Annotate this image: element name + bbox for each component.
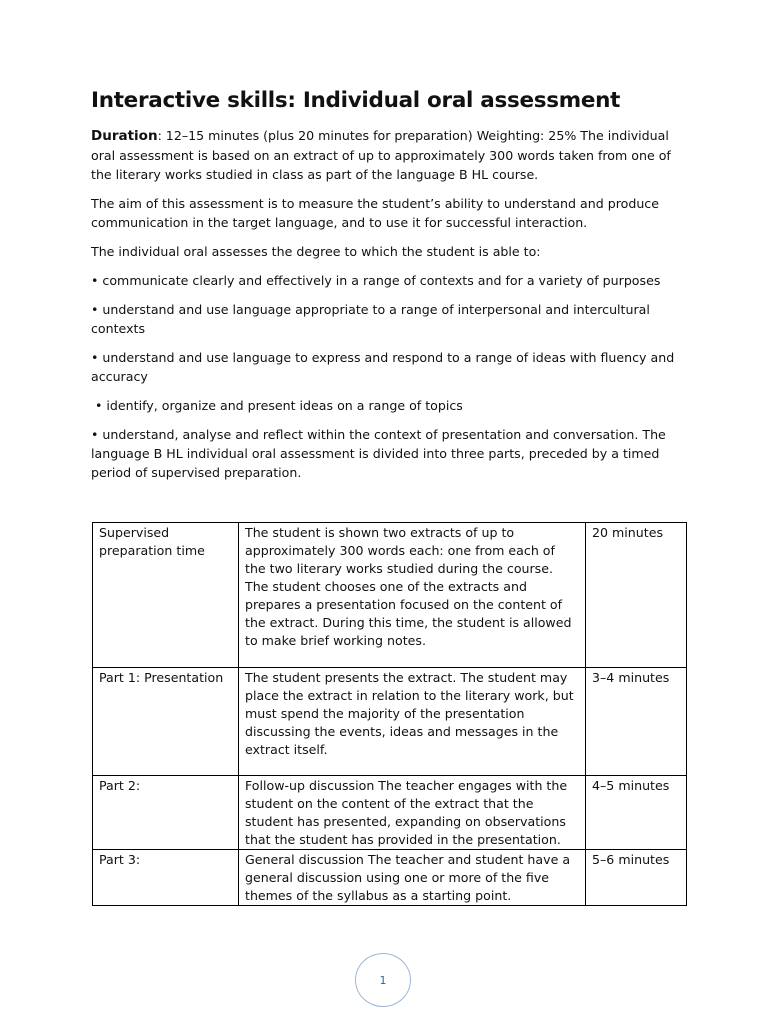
- bullet-item: • understand, analyse and reflect within the context of presentation and conversation. The language B HL individual oral assessment is divided into three parts, preceded by a timed period of supervised preparation.: [91, 427, 666, 480]
- table-cell-description: The student is shown two extracts of up to approximately 300 words each: one from each of the two literary works studied during the course. The student chooses one of the extracts and prepares a presentation focused on the content of the extract. During this time, the student is allowed to make brief working notes.: [239, 523, 586, 668]
- table-cell-stage: Part 3:: [93, 850, 239, 906]
- duration-label: Duration: [91, 128, 158, 144]
- bullet-item: • identify, organize and present ideas on a range of topics: [95, 398, 463, 413]
- duration-paragraph: [91, 126, 681, 184]
- table-cell-stage: Part 2:: [93, 776, 239, 850]
- page-number: 1: [355, 953, 411, 1007]
- duration-text: : 12–15 minutes (plus 20 minutes for preparation) Weighting: 25% The individual oral assessment is based on an extract of up to approximately 300 words taken from one of the literary works studied in class as part of the language B HL course.: [91, 128, 671, 182]
- bullet-item: • understand and use language to express and respond to a range of ideas with fluency and accuracy: [91, 350, 675, 384]
- table-cell-stage: Part 1: Presentation: [93, 668, 239, 776]
- bullet-item: • understand and use language appropriate to a range of interpersonal and intercultural contexts: [91, 302, 650, 336]
- table-cell-time: 3–4 minutes: [586, 668, 687, 776]
- table-cell-time: 4–5 minutes: [586, 776, 687, 850]
- assessment-table: [92, 522, 687, 906]
- table-row: [93, 668, 687, 776]
- intro-paragraph: The individual oral assesses the degree to which the student is able to:: [91, 244, 541, 259]
- aim-paragraph: The aim of this assessment is to measure the student’s ability to understand and produce communication in the target language, and to use it for successful interaction.: [91, 196, 659, 230]
- document-body: [91, 86, 681, 492]
- table-row: [93, 523, 687, 668]
- table-cell-time: 20 minutes: [586, 523, 687, 668]
- table-cell-description: General discussion The teacher and student have a general discussion using one or more of the five themes of the syllabus as a starting point.: [239, 850, 586, 906]
- table-cell-stage: Supervised preparation time: [93, 523, 239, 668]
- table-row: [93, 850, 687, 906]
- table-cell-description: The student presents the extract. The student may place the extract in relation to the literary work, but must spend the majority of the presentation discussing the events, ideas and messages in the extract itself.: [239, 668, 586, 776]
- table-row: [93, 776, 687, 850]
- bullet-item: • communicate clearly and effectively in a range of contexts and for a variety of purposes: [91, 273, 661, 288]
- table-cell-description: Follow-up discussion The teacher engages with the student on the content of the extract that the student has presented, expanding on observations that the student has provided in the presentation.: [239, 776, 586, 850]
- table-cell-time: 5–6 minutes: [586, 850, 687, 906]
- page-title: Interactive skills: Individual oral assessment: [91, 88, 621, 113]
